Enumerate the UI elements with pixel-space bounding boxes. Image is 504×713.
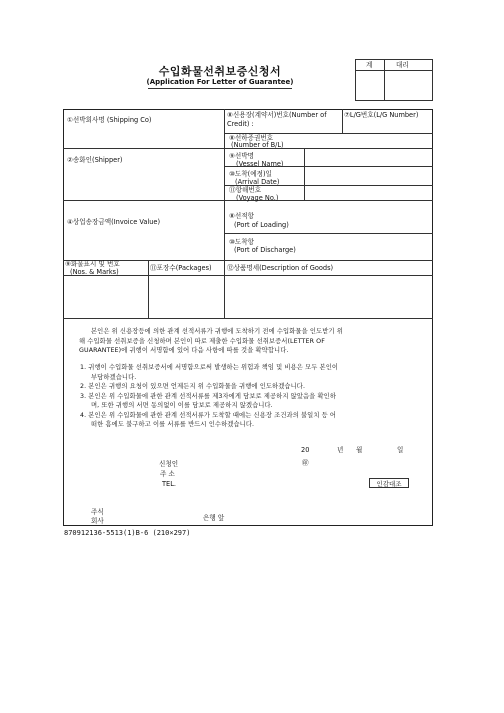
shipping-co-label: ①선박회사명 (Shipping Co) [67, 116, 152, 124]
vessel-label-en: (Vessel Name) [236, 160, 284, 168]
company-line-1: 주식 [91, 508, 104, 516]
applicant-label: 신청인 [159, 460, 179, 468]
bl-no-label-ko: ⑧선하증권번호 [229, 134, 274, 142]
term-item-2: 2. 본인은 귀행의 요청이 있으면 언제든지 위 수입화물을 귀행에 인도하겠습니다. [80, 383, 306, 390]
subtitle-underline [148, 88, 292, 89]
seal-mark: ㊞ [302, 459, 309, 467]
form-subtitle: (Application For Letter of Guarantee) [146, 78, 294, 86]
packages-label: ⑪포장수(Packages) [150, 264, 212, 272]
intro-paragraph [77, 327, 343, 356]
goods-label: ⑫상품명세(Description of Goods) [227, 264, 334, 272]
vessel-label-ko: ⑨선박명 [229, 152, 255, 160]
intro-line: 해 수입화물 선취보증을 신청하며 본인이 따로 제출한 수입화물 선취보증서(LETTER OF [79, 337, 325, 345]
date-month: 월 [356, 446, 363, 454]
arrival-label-ko: ⑩도착(예정)일 [229, 170, 272, 178]
loading-label-ko: ⑧선적항 [229, 212, 255, 220]
voyage-label-ko: ⑪항해번호 [229, 186, 262, 194]
credit-no-label: ⑧신용장(계약서)번호(Number of Credit) : [227, 111, 327, 128]
form-title: 수입화물선취보증신청서 [158, 65, 282, 78]
term-item-1: 1. 귀행이 수입화물 선취보증서에 서명함으로써 발생하는 위험과 책임 및 비용은 모두 본인이 [80, 364, 339, 371]
invoice-value-label: ④상업송장금액(Invoice Value) [67, 218, 161, 226]
lg-no-label: ⑦L/G번호(L/G Number) [344, 111, 419, 119]
address-label: 주 소 [160, 470, 175, 478]
approval-col1: 계 [366, 61, 373, 69]
voyage-label-en: (Voyage No.) [236, 194, 279, 202]
company-line-2: 회사 [91, 517, 104, 525]
term-item-3: 3. 본인은 위 수입화물에 관한 관계 선적서류를 제3자에게 담보로 제공하지 않았음을 확인하 [80, 392, 337, 400]
intro-line: 본인은 위 신용장등에 의한 관계 선적서류가 귀행에 도착하기 전에 수입화물을 인도받기 위 [91, 328, 343, 335]
form-code: 870912136-5513(1)B-6 (210×297) [64, 529, 191, 537]
arrival-label-en: (Arrival Date) [235, 178, 280, 186]
discharge-label-ko: ⑩도착항 [229, 238, 255, 246]
bl-no-label-en: (Number of B/L) [231, 141, 284, 149]
date-year: 년 [337, 446, 344, 454]
term-item-1-cont: 부담하겠습니다. [91, 373, 137, 381]
marks-label-ko: ⑨화물표시 및 번호 [65, 260, 120, 268]
marks-label-en: (Nos. & Marks) [70, 268, 119, 276]
discharge-label-en: (Port of Discharge) [234, 246, 296, 254]
intro-line: GUARANTEE)에 귀행이 서명함에 있어 다음 사항에 따를 것을 확약합니다. [79, 347, 289, 354]
tel-label: TEL. [162, 480, 176, 488]
seal-check-box: 인감대조 [369, 478, 409, 488]
terms-list [80, 363, 338, 430]
bank-to-label: 은행 앞 [203, 514, 225, 522]
loading-label-en: (Port of Loading) [234, 221, 289, 229]
term-item-4-cont: 떠한 흠에도 불구하고 이를 서류를 반드시 인수하겠습니다. [91, 421, 255, 428]
term-item-3-cont: 며, 또한 귀행의 서면 동의없이 이를 담보로 제공하지 않겠습니다. [91, 402, 273, 409]
date-day: 일 [397, 446, 404, 454]
approval-box [355, 59, 433, 101]
date-prefix: 20 [301, 446, 310, 454]
term-item-4: 4. 본인은 위 수입화물에 관한 관계 선적서류가 도착할 때에는 신용장 조건과의 불일치 등 어 [80, 411, 337, 419]
approval-col2: 대리 [396, 61, 409, 69]
shipper-label: ②송화인(Shipper) [67, 156, 123, 164]
